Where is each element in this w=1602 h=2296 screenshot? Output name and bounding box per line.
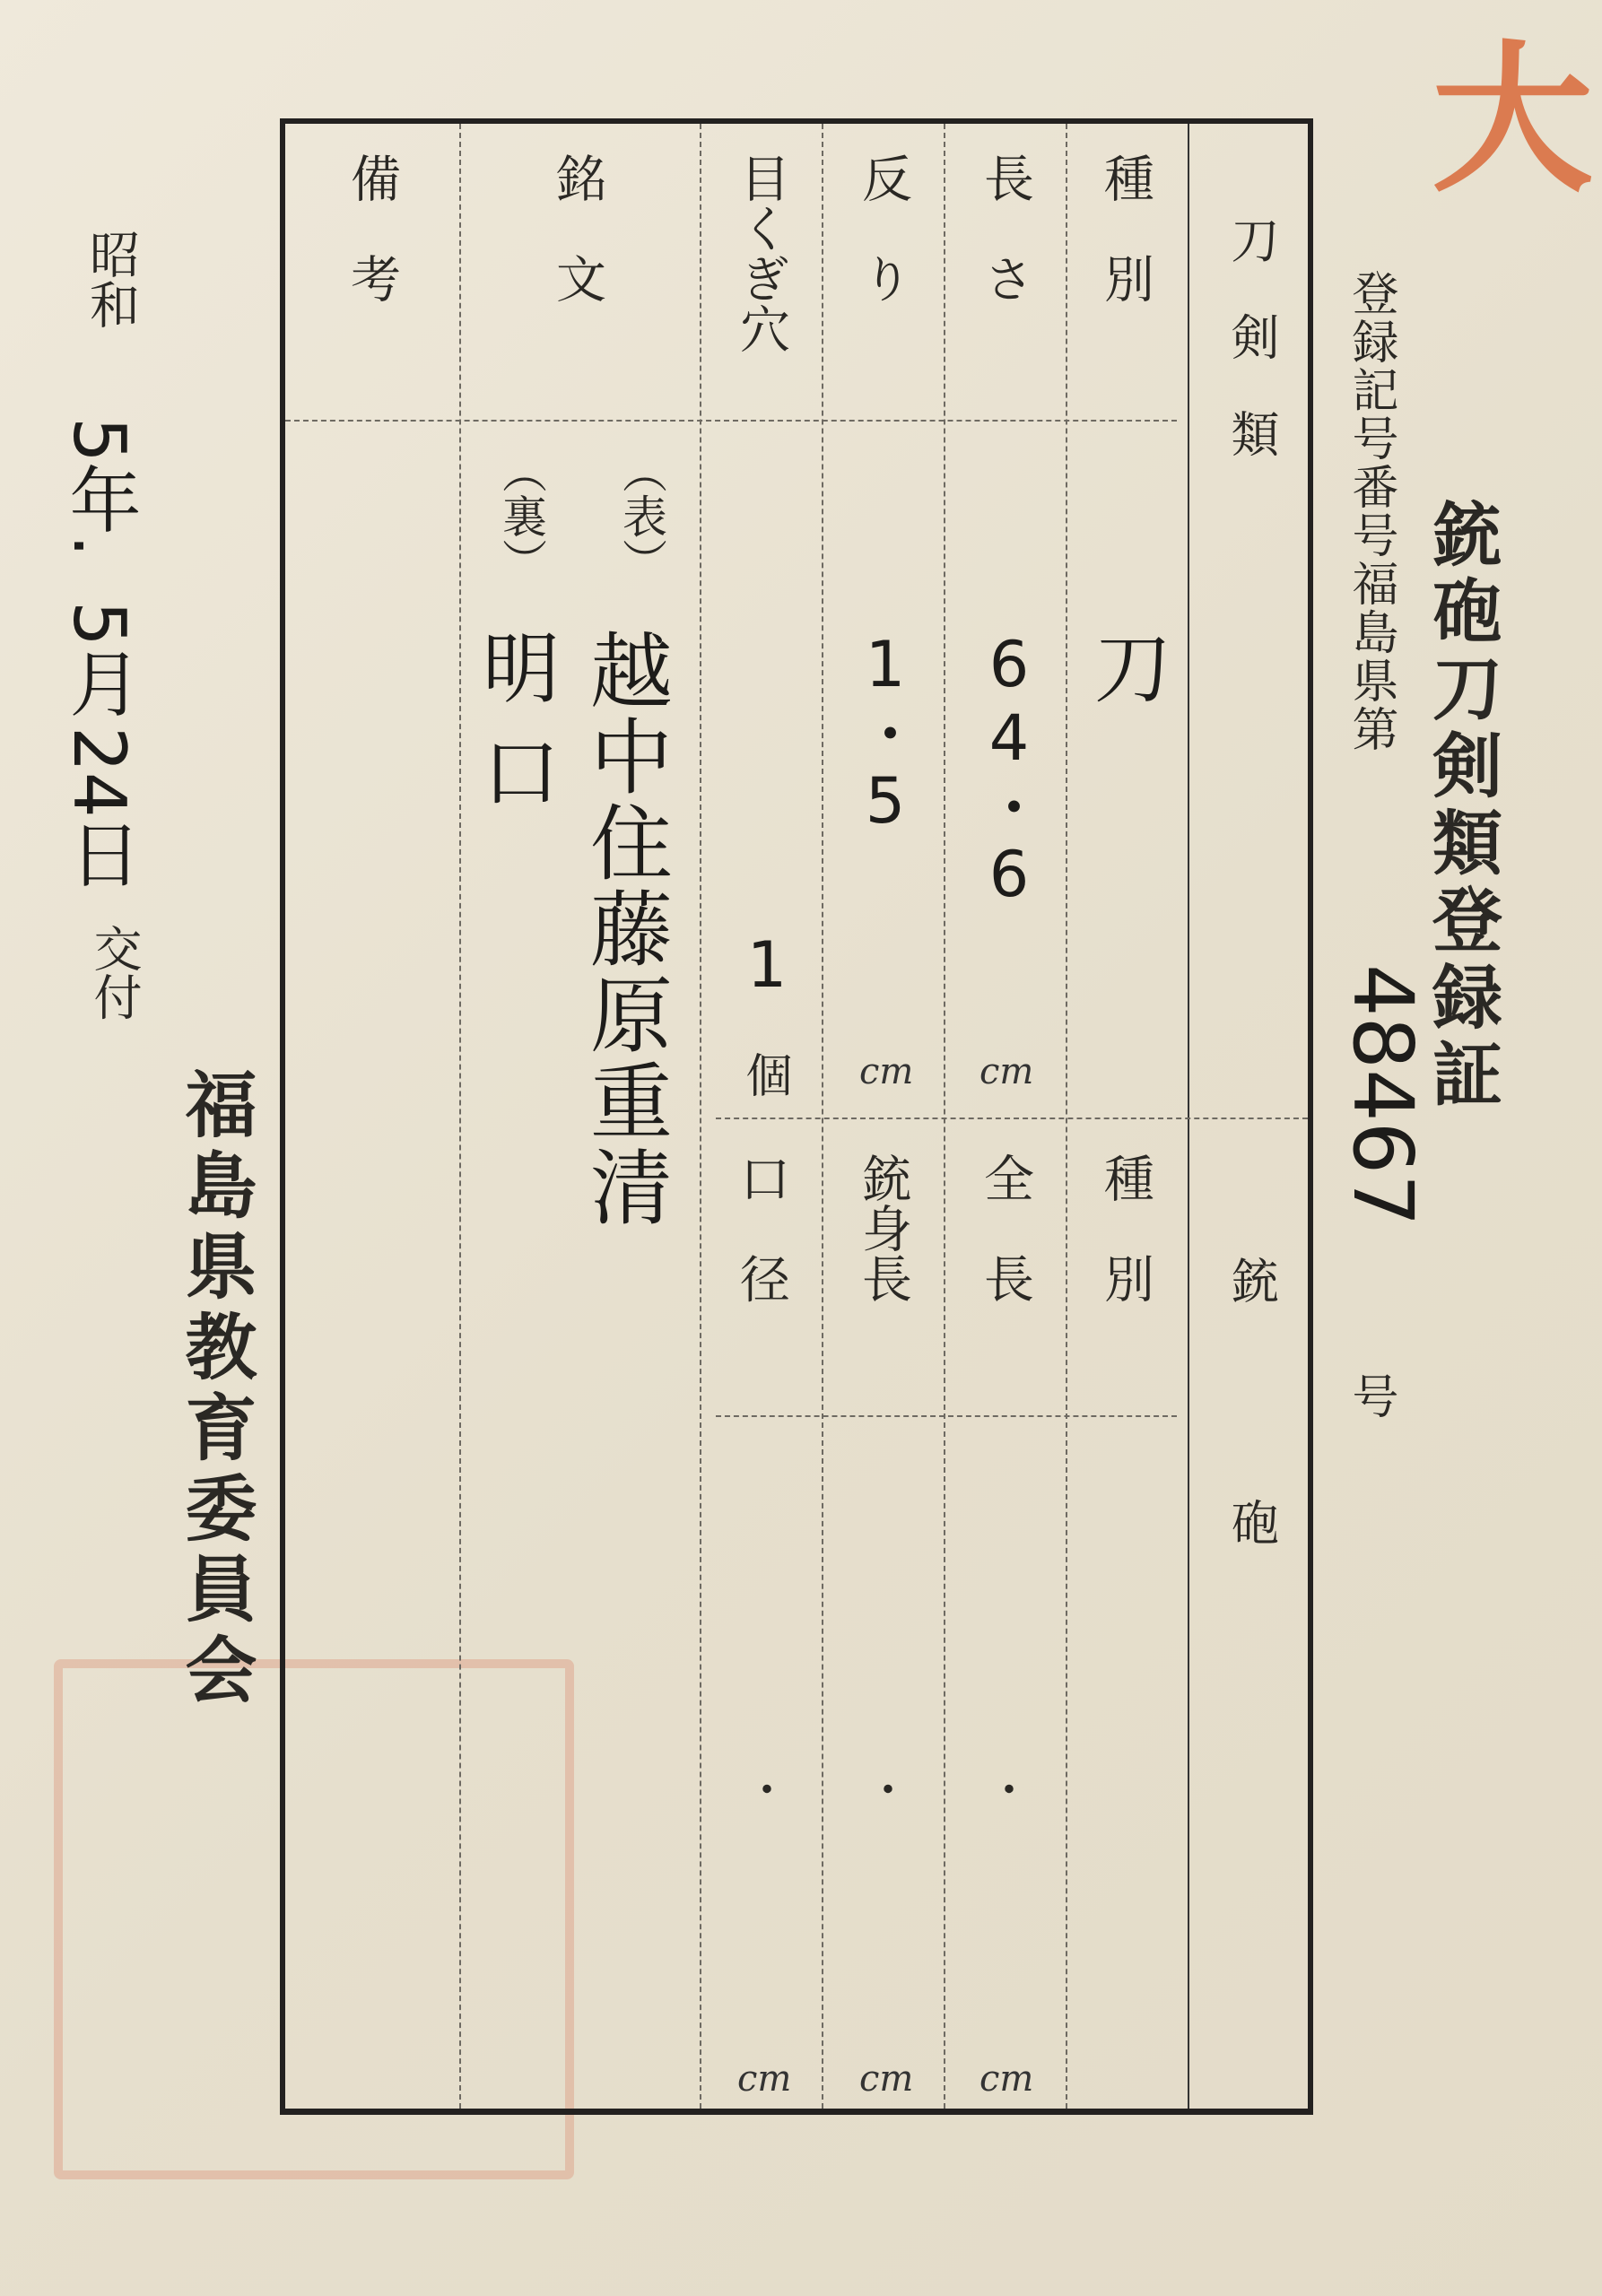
registration-table	[280, 118, 1313, 2115]
sword-gun-divider	[716, 1118, 1308, 1119]
gun-caliber-unit: cm	[737, 2058, 792, 2100]
issue-era: 昭和	[82, 229, 140, 329]
inscription-back-value: 明口	[469, 628, 559, 836]
inscription-front-value: 越中住藤原重清	[577, 628, 673, 1231]
sword-length-label: 長 さ	[976, 152, 1034, 303]
sword-holes-label: 目くぎ穴	[732, 152, 790, 353]
gun-overall-length-label: 全 長	[976, 1152, 1034, 1303]
registration-number: 48467	[1335, 964, 1431, 1227]
red-stamp-top: 大	[1431, 25, 1593, 214]
certificate-title: 銃砲刀剣類登録証	[1421, 498, 1502, 1115]
sword-curve-label: 反 り	[854, 152, 912, 303]
issue-label: 交付	[86, 924, 143, 1021]
gun-overall-unit: cm	[979, 2058, 1034, 2100]
gun-barrel-dot: ・	[868, 1768, 908, 1813]
gun-barrel-unit: cm	[859, 2058, 914, 2100]
sword-type-value: 刀	[1081, 628, 1171, 705]
gun-overall-dot: ・	[989, 1768, 1029, 1813]
inscription-label: 銘 文	[548, 152, 606, 303]
issuer-name: 福島県教育委員会	[173, 1067, 257, 1713]
gun-caliber-dot: ・	[747, 1768, 787, 1813]
section-divider	[1188, 124, 1189, 2109]
category-gun: 銃 砲	[1223, 1256, 1280, 1546]
issue-day: 24日	[57, 726, 141, 890]
gun-header-divider	[716, 1415, 1177, 1417]
sword-length-unit: cm	[979, 1051, 1034, 1092]
sword-holes-value: 1	[730, 928, 804, 1002]
sword-curve-unit: cm	[859, 1051, 914, 1092]
gun-type-label: 種 別	[1096, 1152, 1154, 1303]
sword-holes-unit: 個	[737, 1051, 791, 1098]
registration-suffix: 号	[1344, 1372, 1397, 1419]
gun-barrel-length-label: 銃身長	[854, 1152, 912, 1303]
remarks-label: 備 考	[343, 152, 401, 303]
issue-year: 5年.	[57, 417, 141, 558]
registration-prefix: 登録記号番号福島県第	[1344, 269, 1397, 753]
category-sword: 刀 剣 類	[1223, 215, 1280, 457]
inscription-back-label: （裏）	[495, 448, 547, 583]
sword-type-label: 種 別	[1096, 152, 1154, 303]
sword-curve-value: 1・5	[849, 628, 922, 838]
inscription-front-label: （表）	[615, 448, 667, 583]
issue-month: 5月	[57, 601, 141, 718]
gun-caliber-label: 口 径	[732, 1152, 790, 1303]
header-row-divider	[285, 420, 1177, 422]
sword-length-value: 64・6	[972, 628, 1046, 911]
